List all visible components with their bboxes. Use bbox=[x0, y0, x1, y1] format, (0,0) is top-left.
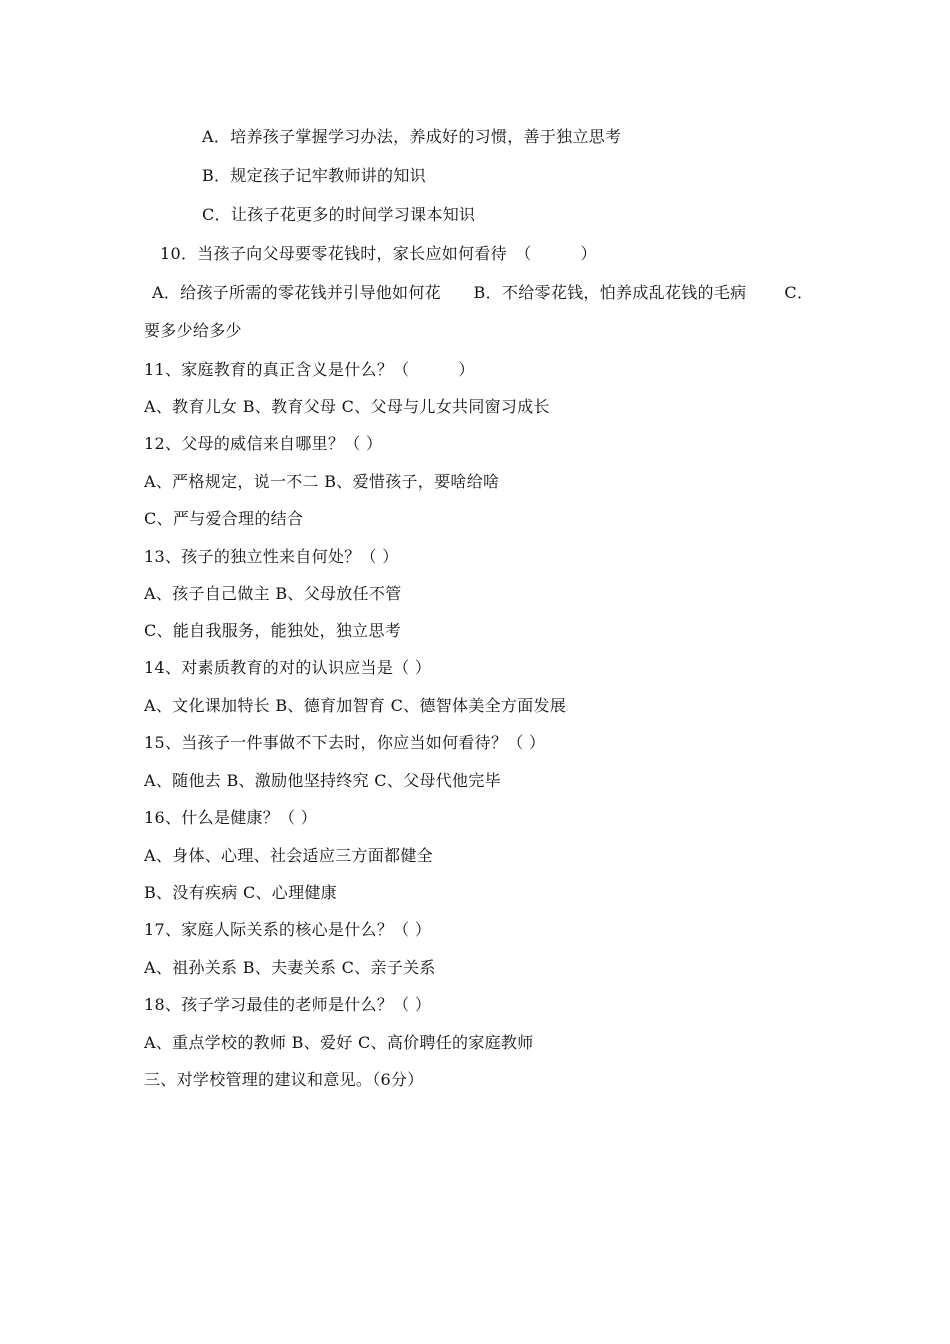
question-14-options: A、文化课加特长 B、德育加智育 C、德智体美全方面发展 bbox=[144, 696, 567, 715]
question-16-option-a: A、身体、心理、社会适应三方面都健全 bbox=[144, 846, 433, 865]
question-13-options-ab: A、孩子自己做主 B、父母放任不管 bbox=[144, 584, 402, 603]
question-10-options-continued: 要多少给多少 bbox=[144, 321, 242, 340]
question-13: 13、孩子的独立性来自何处？（ ） bbox=[144, 547, 399, 566]
question-18-options: A、重点学校的教师 B、爱好 C、高价聘任的家庭教师 bbox=[144, 1033, 534, 1052]
q9-option-c: C．让孩子花更多的时间学习课本知识 bbox=[202, 205, 476, 224]
question-18: 18、孩子学习最佳的老师是什么？（ ） bbox=[144, 995, 432, 1014]
section-three-heading: 三、对学校管理的建议和意见。（6分） bbox=[144, 1070, 424, 1089]
question-11: 11、家庭教育的真正含义是什么？（ ） bbox=[144, 360, 475, 379]
question-17: 17、家庭人际关系的核心是什么？（ ） bbox=[144, 920, 432, 939]
question-17-options: A、祖孙关系 B、夫妻关系 C、亲子关系 bbox=[144, 958, 436, 977]
question-15: 15、当孩子一件事做不下去时，你应当如何看待？（ ） bbox=[144, 733, 546, 752]
question-13-option-c: C、能自我服务，能独处，独立思考 bbox=[144, 621, 402, 640]
question-16-options-bc: B、没有疾病 C、心理健康 bbox=[144, 883, 337, 902]
question-10-options: A．给孩子所需的零花钱并引导他如何花 B．不给零花钱，怕养成乱花钱的毛病 C． bbox=[152, 283, 814, 302]
question-11-options: A、教育儿女 B、教育父母 C、父母与儿女共同窗习成长 bbox=[144, 397, 550, 416]
question-10: 10．当孩子向父母要零花钱时，家长应如何看待 （ ） bbox=[160, 244, 597, 263]
question-12-option-c: C、严与爱合理的结合 bbox=[144, 509, 304, 528]
question-15-options: A、随他去 B、激励他坚持终究 C、父母代他完毕 bbox=[144, 771, 501, 790]
question-14: 14、对素质教育的对的认识应当是（ ） bbox=[144, 658, 432, 677]
question-16: 16、什么是健康？（ ） bbox=[144, 808, 318, 827]
q9-option-b: B．规定孩子记牢教师讲的知识 bbox=[202, 166, 426, 185]
question-12-options-ab: A、严格规定，说一不二 B、爱惜孩子，要啥给啥 bbox=[144, 472, 500, 491]
question-12: 12、父母的威信来自哪里？（ ） bbox=[144, 434, 383, 453]
q9-option-a: A．培养孩子掌握学习办法，养成好的习惯，善于独立思考 bbox=[202, 127, 622, 146]
